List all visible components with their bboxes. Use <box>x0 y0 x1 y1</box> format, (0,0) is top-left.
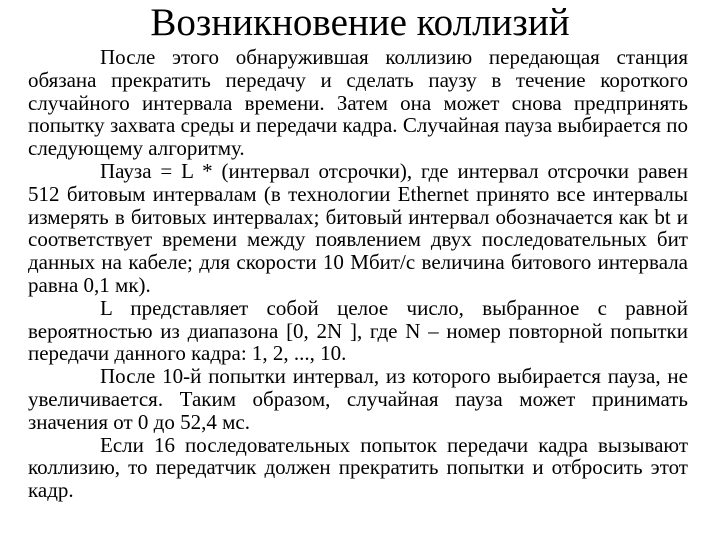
paragraph-collision-pause: После этого обнаружившая коллизию передающая станция обязана прекратить передачу и сделать паузу в течение короткого случайного интервала времени. Затем она может снова предпринять попытку захвата среды и передачи кадра. Случайная пауза выбирается по следующему алгоритму. <box>28 45 688 161</box>
paragraph-after-10-attempts: После 10-й попытки интервал, из которого выбирается пауза, не увеличивается. Таким образом, случайная пауза может принимать значения от 0 до 52,4 мс. <box>28 364 688 434</box>
paragraph-pause-formula: Пауза = L * (интервал отсрочки), где интервал отсрочки равен 512 битовым интервалам (в технологии Ethernet принято все интервалы измерять в битовых интервалах; битовый интервал обозначается как bt и соответствует времени между появлением двух последовательных бит данных на кабеле; для скорости 10 Мбит/с величина битового интервала равна 0,1 мк). <box>28 158 688 297</box>
paragraph-16-attempts: Если 16 последовательных попыток передачи кадра вызывают коллизию, то передатчик должен прекратить попытки и отбросить этот кадр. <box>28 432 688 503</box>
slide-body <box>28 46 688 502</box>
paragraph-l-range: L представляет собой целое число, выбранное с равной вероятностью из диапазона [0, 2N ], где N – номер повторной попытки передачи данного кадра: 1, 2, ..., 10. <box>28 295 688 366</box>
slide-title: Возникновение коллизий <box>150 1 570 44</box>
